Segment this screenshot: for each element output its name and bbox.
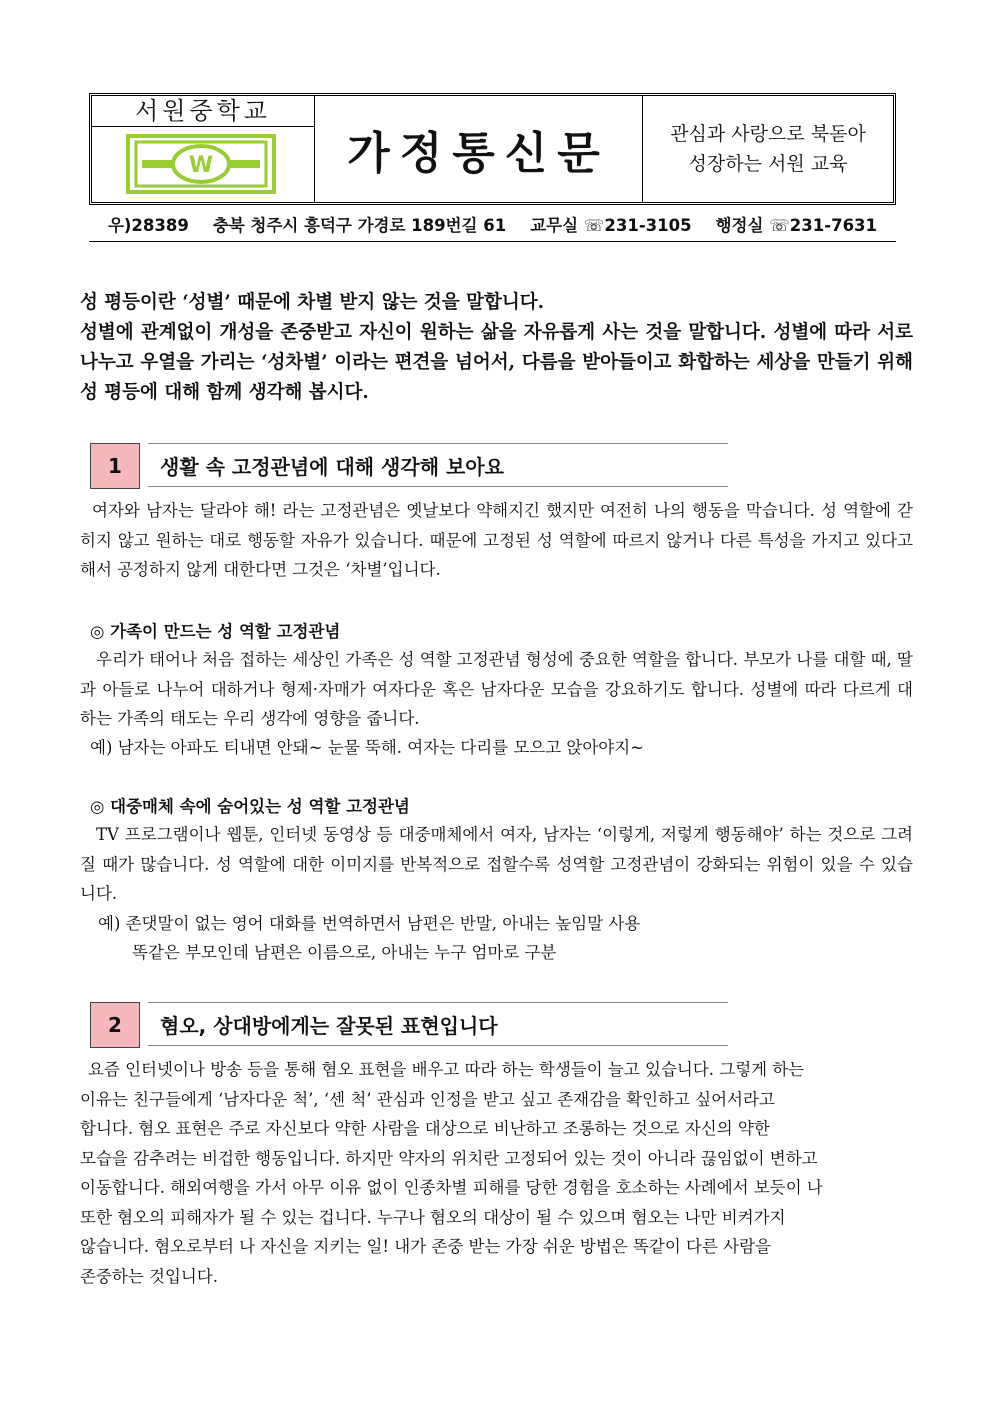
school-motto (643, 96, 893, 202)
section-1-number: 1 (90, 443, 140, 489)
section-2-line-1: 요즘 인터넷이나 방송 등을 통해 혐오 표현을 배우고 따라 하는 학생들이 늘고 있습니다. 그렇게 하는 (88, 1060, 805, 1079)
intro-line-1: 성 평등이란 ‘성별’ 때문에 차별 받지 않는 것을 말합니다. (80, 292, 545, 313)
media-stereotype-heading: ◎ 대중매체 속에 숨어있는 성 역할 고정관념 (90, 797, 410, 816)
media-stereotype-example-2: 똑같은 부모인데 남편은 이름으로, 아내는 누구 엄마로 구분 (132, 943, 557, 962)
document-title: 가정통신문 (315, 96, 643, 202)
section-2-header (90, 1002, 730, 1048)
intro-paragraph (80, 288, 913, 408)
address-bar (89, 212, 896, 242)
school-name: 서원중학교 (92, 96, 314, 127)
family-stereotype-heading: ◎ 가족이 만드는 성 역할 고정관념 (90, 622, 341, 641)
postal-code: 우)28389 (107, 215, 189, 235)
motto-line-2: 성장하는 서원 교육 (688, 153, 848, 175)
admin-office-phone: 행정실 ☏231-7631 (715, 215, 878, 235)
teachers-office-phone: 교무실 ☏231-3105 (530, 215, 692, 235)
section-1-header (90, 443, 730, 489)
street-address: 충북 청주시 흥덕구 가경로 189번길 61 (212, 215, 507, 235)
section-2-line-8: 존중하는 것입니다. (80, 1266, 219, 1286)
intro-line-2: 성별에 관계없이 개성을 존중받고 자신이 원하는 삶을 자유롭게 사는 것을 말합니다. 성별에 따라 서로 나누고 우열을 가리는 ‘성차별’ 이라는 편견을 넘어서, 다름을 받아들이고 화합하는 세상을 만들기 위해 성 평등에 대해 함께 생각해 봅시다. (80, 322, 913, 403)
media-stereotype-example-1: 예) 존댓말이 없는 영어 대화를 번역하면서 남편은 반말, 아내는 높임말 사용 (98, 914, 641, 933)
section-2-line-6: 또한 혐오의 피해자가 될 수 있는 겁니다. 누구나 혐오의 대상이 될 수 있으며 혐오는 나만 비켜가지 (80, 1207, 786, 1227)
logo-letter: W (188, 153, 214, 178)
motto-line-1: 관심과 사랑으로 북돋아 (670, 123, 866, 145)
section-2-title: 혐오, 상대방에게는 잘못된 표현입니다 (148, 1002, 728, 1046)
section-2-body (80, 1055, 913, 1291)
letterhead (89, 93, 896, 205)
section-2-line-7: 않습니다. 혐오로부터 나 자신을 지키는 일! 내가 존중 받는 가장 쉬운 방법은 똑같이 다른 사람을 (80, 1237, 771, 1256)
section-2-line-4: 모습을 감추려는 비겁한 행동입니다. 하지만 약자의 위치란 고정되어 있는 것이 아니라 끊임없이 변하고 (80, 1148, 818, 1168)
section-2-line-5: 이동합니다. 해외여행을 가서 아무 이유 없이 인종차별 피해를 당한 경험을 호소하는 사례에서 보듯이 나 (80, 1178, 823, 1197)
media-stereotype-body: TV 프로그램이나 웹툰, 인터넷 동영상 등 대중매체에서 여자, 남자는 ‘이렇게, 저렇게 행동해야’ 하는 것으로 그려질 때가 많습니다. 성 역할에 대한 이미지를 반복적으로 접할수록 성역할 고정관념이 강화되는 위험이 있을 수 있습니다. (80, 825, 913, 903)
section-1-title: 생활 속 고정관념에 대해 생각해 보아요 (148, 443, 728, 487)
section-2-line-3: 합니다. 혐오 표현은 주로 자신보다 약한 사람을 대상으로 비난하고 조롱하는 것으로 자신의 약한 (80, 1119, 770, 1138)
section-2-line-2: 이유는 친구들에게 ‘남자다운 척’, ‘센 척’ 관심과 인정을 받고 싶고 존재감을 확인하고 싶어서라고 (80, 1089, 775, 1109)
school-logo (126, 134, 276, 194)
school-block (92, 96, 315, 202)
family-stereotype-example: 예) 남자는 아파도 티내면 안돼~ 눈물 뚝해. 여자는 다리를 모으고 앉아야지~ (90, 738, 645, 757)
section-2-number: 2 (90, 1002, 140, 1048)
family-stereotype-body: 우리가 태어나 처음 접하는 세상인 가족은 성 역할 고정관념 형성에 중요한 역할을 합니다. 부모가 나를 대할 때, 딸과 아들로 나누어 대하거나 형제·자매가 여자다운 혹은 남자다운 모습을 강요하기도 합니다. 성별에 따라 다르게 대하는 가족의 태도는 우리 생각에 영향을 줍니다. (80, 650, 913, 728)
section-1-body: 여자와 남자는 달라야 해! 라는 고정관념은 옛날보다 약해지긴 했지만 여전히 나의 행동을 막습니다. 성 역할에 갇히지 않고 원하는 대로 행동할 자유가 있습니다. 때문에 고정된 성 역할에 따르지 않거나 다른 특성을 가지고 있다고 해서 공정하지 않게 대한다면 그것은 ‘차별’입니다. (80, 501, 913, 579)
